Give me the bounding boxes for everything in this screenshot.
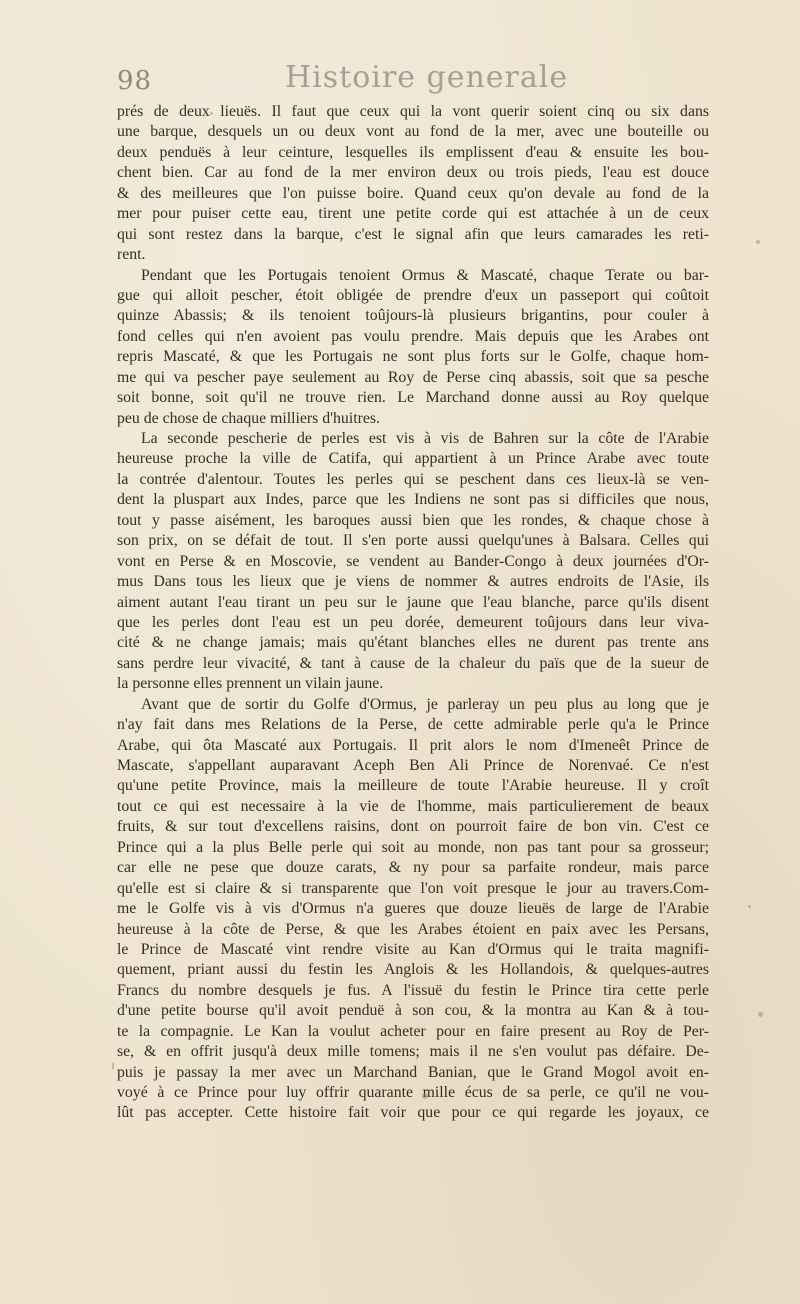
text-line: le Prince de Mascaté vint rendre visite au Kan d'Ormus qui le traita magnifi-	[117, 940, 709, 958]
text-line: tout y passe aisément, les baroques aussi bien que les rondes, & chaque chose à	[117, 511, 709, 529]
text-line: prés de deux lieuës. Il faut que ceux qui la vont querir soient cinq ou six dans	[117, 103, 709, 120]
text-line: deux penduës à leur ceinture, lesquelles ils emplissent d'eau & ensuite les bou-	[117, 143, 709, 161]
text-line: Francs du nombre desquels je fus. A l'issuë du festin le Prince tira cette perle	[117, 981, 709, 999]
text-line: Mascate, s'appellant auparavant Aceph Ben Ali Prince de Norenvaé. Ce n'est	[117, 757, 709, 774]
paper-spot	[756, 240, 760, 244]
text-line: Prince qui a la plus Belle perle qui soit au monde, non pas tant pour sa grosseur;	[117, 838, 709, 856]
text-line: cité & ne change jamais; mais qu'étant blanches elles ne durent pas trente ans	[117, 634, 709, 652]
text-line: heureuse à la côte de Perse, & que les Arabes étoient en paix avec les Persans,	[117, 920, 709, 938]
text-line: tout ce qui est necessaire à la vie de l'homme, mais particulierement de beaux	[117, 797, 709, 815]
paper-spot	[748, 905, 751, 908]
text-line: dent la pluspart aux Indes, parce que les Indiens ne sont pas si difficiles que nous,	[117, 491, 709, 509]
text-line: gue qui alloit pescher, étoit obligée de prendre d'eux un passeport qui coûtoit	[117, 286, 709, 304]
paper-spot	[758, 1012, 763, 1017]
text-line: son prix, on se défait de tout. Il s'en porte aussi quelqu'unes à Balsara. Celles qui	[117, 532, 709, 550]
text-line: car elle ne pese que douze carats, & ny pour sa parfaite rondeur, mais parce	[117, 859, 709, 877]
text-line: soit bonne, soit qu'il ne trouve rien. Le Marchand donne aussi au Roy quelque	[117, 389, 709, 407]
paper-spot	[422, 1093, 428, 1099]
text-line: rent.	[117, 246, 146, 264]
text-line: d'une petite bourse qu'il avoit penduë à son cou, & la montra au Kan & à tou-	[117, 1002, 709, 1020]
text-line: chent bien. Car au fond de la mer environ deux ou trois pieds, l'eau est douce	[117, 164, 709, 182]
body-text	[117, 102, 709, 1124]
text-line: mus Dans tous les lieux que je viens de nommer & autres endroits de l'Asie, ils	[117, 573, 709, 591]
paper-spot	[112, 1062, 114, 1070]
text-line: peu de chose de chaque milliers d'huitres.	[117, 409, 380, 427]
text-line: sans perdre leur vivacité, & tant à cause de la chaleur du païs que de la sueur de	[117, 654, 709, 672]
text-line: n'ay fait dans mes Relations de la Perse, de cette admirable perle qu'a le Prince	[117, 716, 709, 734]
text-line: qu'elle est si claire & si transparente que l'on voit presque le jour au travers.Com-	[117, 879, 709, 897]
text-line: qu'une petite Province, mais la meilleure de toute l'Arabie heureuse. Il y croît	[117, 777, 709, 795]
text-line: qui sont restez dans la barque, c'est le signal afin que leurs camarades les reti-	[117, 225, 709, 243]
text-line: me qui va pescher paye seulement au Roy de Perse cinq abassis, soit que sa pesche	[117, 368, 709, 386]
text-line: me le Golfe vis à vis d'Ormus n'a gueres que douze lieuës de large de l'Arabie	[117, 900, 709, 918]
text-line: te la compagnie. Le Kan la voulut acheter pour en faire present au Roy de Per-	[117, 1022, 709, 1040]
text-line: aiment autant l'eau tirant un peu sur le jaune que l'eau blanche, parce qu'ils disent	[117, 593, 709, 611]
text-line: se, & en offrit jusqu'à deux mille tomens; mais il ne s'en voulut pas défaire. De-	[117, 1043, 709, 1061]
text-line: Pendant que les Portugais tenoient Ormus & Mascaté, chaque Terate ou bar-	[141, 266, 709, 284]
running-title: Histoire generale	[285, 60, 569, 95]
text-line: quinze Abassis; & ils tenoient toûjours-là plusieurs brigantins, pour couler à	[117, 307, 709, 325]
text-line: heureuse proche la ville de Catifa, qui appartient à un Prince Arabe avec toute	[117, 450, 709, 468]
text-line: quement, priant aussi du festin les Anglois & les Hollandois, & quelques-autres	[117, 961, 709, 979]
text-line: Avant que de sortir du Golfe d'Ormus, je parleray un peu plus au long que je	[141, 695, 709, 713]
text-line: lût pas accepter. Cette histoire fait voir que pour ce qui regarde les joyaux, ce	[117, 1104, 709, 1122]
text-line: Arabe, qui ôta Mascaté aux Portugais. Il prit alors le nom d'Imeneêt Prince de	[117, 736, 709, 754]
page-number: 98	[117, 66, 153, 96]
text-line: mer pour puiser cette eau, tirent une petite corde qui est attachée à un de ceux	[117, 205, 709, 223]
paper-spot	[210, 112, 213, 115]
text-line: une barque, desquels un ou deux vont au fond de la mer, avec une bouteille ou	[117, 123, 709, 141]
text-line: repris Mascaté, & que les Portugais ne sont plus forts sur le Golfe, chaque hom-	[117, 348, 709, 366]
text-line: fond celles qui n'en avoient pas voulu prendre. Mais depuis que les Arabes ont	[117, 327, 709, 345]
page-header	[117, 60, 707, 106]
text-line: la contrée d'alentour. Toutes les perles qui se peschent dans ces lieux-là se ven-	[117, 470, 709, 488]
text-line: vont en Perse & en Moscovie, se vendent au Bander-Congo à deux journées d'Or-	[117, 552, 709, 570]
text-line: La seconde pescherie de perles est vis à vis de Bahren sur la côte de l'Arabie	[141, 430, 709, 447]
text-line: fruits, & sur tout d'excellens raisins, dont on pourroit faire de bon vin. C'est ce	[117, 818, 709, 836]
text-line: & des meilleures que l'on puisse boire. Quand ceux qu'on devale au fond de la	[117, 184, 709, 202]
text-line: la personne elles prennent un vilain jaune.	[117, 675, 384, 693]
text-line: que les perles dont l'eau est un peu dorée, demeurent toûjours dans leur viva-	[117, 613, 709, 631]
text-line: voyé à ce Prince pour luy offrir quarante mille écus de sa perle, ce qu'il ne vou-	[117, 1084, 709, 1101]
text-line: puis je passay la mer avec un Marchand Banian, que le Grand Mogol avoit en-	[117, 1063, 709, 1081]
